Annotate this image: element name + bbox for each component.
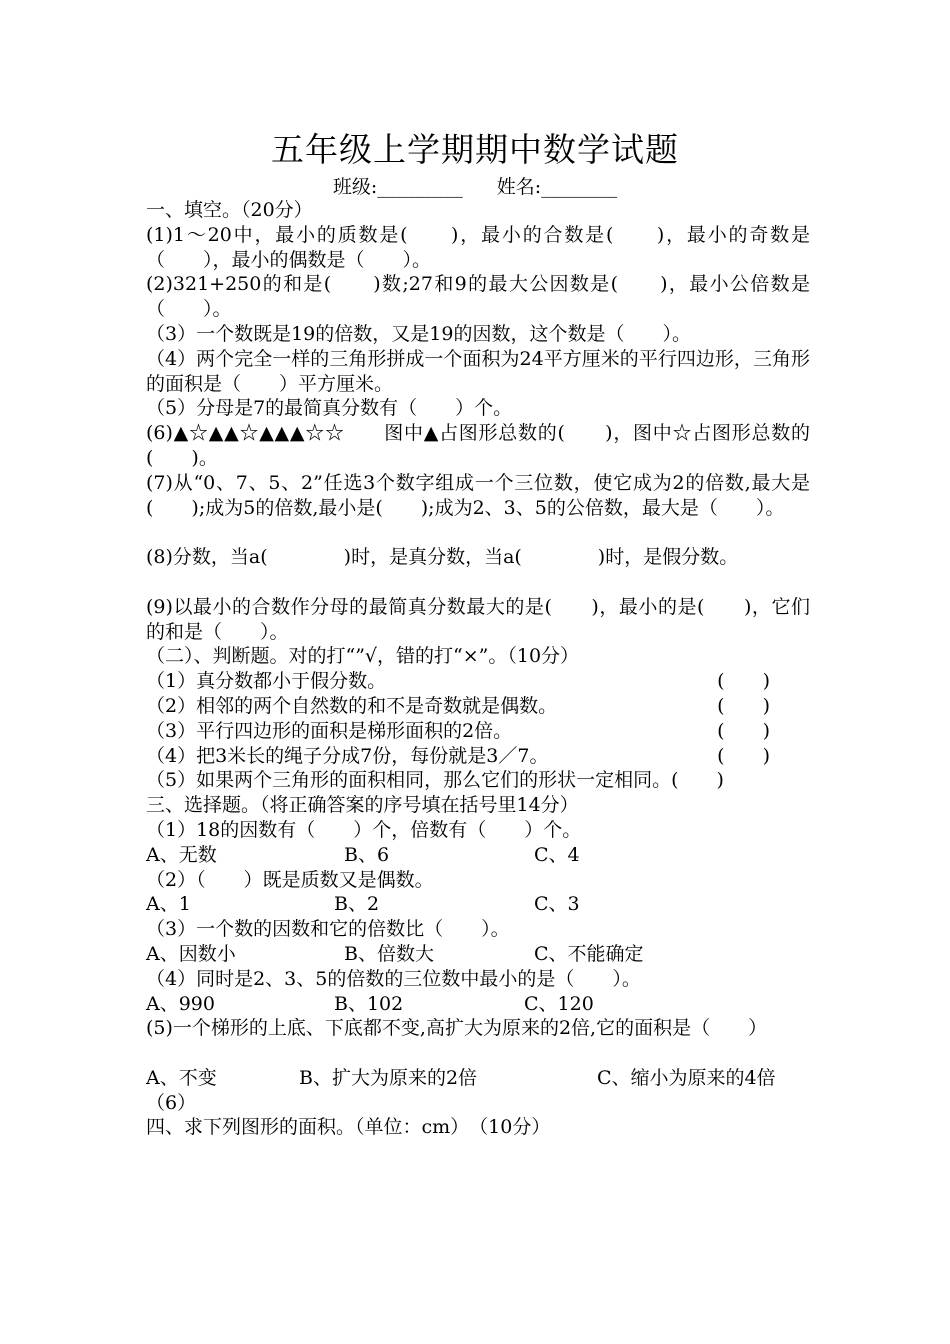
choice-options-2 — [146, 892, 810, 917]
option-b: B、2 — [334, 893, 380, 916]
answer-paren: ( ) — [717, 694, 770, 717]
option-a: A、1 — [146, 893, 191, 916]
section-4-heading: 四、求下列图形的面积。（单位：cm） （10分） — [146, 1116, 551, 1139]
section-1-heading: 一、填空。（20分） — [146, 199, 313, 221]
judge-item — [146, 669, 810, 694]
judge-text: （2）相邻的两个自然数的和不是奇数就是偶数。 — [146, 694, 558, 717]
question-1-9: (9)以最小的合数作分母的最简真分数最大的是( )，最小的是( )，它们的和是（ ）。 — [146, 595, 810, 643]
judge-item — [146, 694, 810, 719]
section-3-heading: 三、选择题。（将正确答案的序号填在括号里14分） — [146, 794, 579, 817]
choice-question-4: （4）同时是2、3、5的倍数的三位数中最小的是（ ）。 — [146, 967, 641, 990]
question-1-3: （3）一个数既是19的倍数，又是19的因数，这个数是（ ）。 — [146, 322, 691, 345]
question-1-2: (2)321+250的和是( )数;27和9的最大公因数是( )，最小公倍数是（ ）。 — [146, 273, 810, 321]
option-c: C、4 — [534, 843, 580, 866]
judge-text: （3）平行四边形的面积是梯形面积的2倍。 — [146, 719, 513, 742]
option-c: C、不能确定 — [534, 942, 644, 965]
question-1-8: (8)分数，当a( )时，是真分数，当a( )时，是假分数。 — [146, 546, 739, 569]
option-c: C、3 — [534, 893, 580, 916]
option-a: A、990 — [146, 992, 215, 1015]
class-field: 班级:_________ — [332, 176, 463, 198]
question-1-1: (1)1～20中，最小的质数是( )，最小的合数是( )，最小的奇数是（ ），最小的偶数是（ ）。 — [146, 223, 810, 271]
option-b: B、倍数大 — [344, 942, 434, 965]
answer-paren: ( ) — [717, 670, 770, 693]
student-info — [0, 174, 950, 200]
judge-item-5: （5）如果两个三角形的面积相同，那么它们的形状一定相同。( ) — [146, 769, 724, 792]
option-c: C、缩小为原来的4倍 — [597, 1066, 776, 1089]
judge-text: （4）把3米长的绳子分成7份，每份就是3／7。 — [146, 744, 549, 767]
option-a: A、因数小 — [146, 942, 236, 965]
page-title: 五年级上学期期中数学试题 — [271, 130, 679, 169]
choice-options-5 — [146, 1066, 810, 1091]
option-c: C、120 — [524, 992, 594, 1015]
option-b: B、扩大为原来的2倍 — [299, 1066, 478, 1089]
judge-item — [146, 744, 810, 769]
answer-paren: ( ) — [717, 744, 770, 767]
choice-question-1: （1）18的因数有（ ）个，倍数有（ ）个。 — [146, 818, 582, 841]
option-a: A、无数 — [146, 843, 217, 866]
option-a: A、不变 — [146, 1066, 217, 1089]
answer-paren: ( ) — [717, 719, 770, 742]
exam-body — [146, 198, 810, 1140]
judge-text: （1）真分数都小于假分数。 — [146, 670, 387, 693]
section-2-heading: （二）、判断题。对的打“”√，错的打“×”。（10分） — [146, 645, 580, 668]
question-1-5: （5）分母是7的最简真分数有（ ）个。 — [146, 397, 513, 420]
question-1-7: (7)从“0、7、5、2”任选3个数字组成一个三位数，使它成为2的倍数,最大是( );成为5的倍数,最小是( );成为2、3、5的公倍数，最大是（ ）。 — [146, 471, 810, 519]
option-b: B、102 — [334, 992, 404, 1015]
choice-options-1 — [146, 843, 810, 868]
choice-question-3: （3）一个数的因数和它的倍数比（ ）。 — [146, 918, 510, 941]
question-1-6: (6)▲☆▲▲☆▲▲▲☆☆ 图中▲占图形总数的( )，图中☆占图形总数的( )。 — [146, 422, 810, 469]
choice-question-6: （6） — [146, 1091, 197, 1114]
choice-options-4 — [146, 992, 810, 1017]
choice-question-2: （2）（ ）既是质数又是偶数。 — [146, 868, 434, 891]
choice-question-5: (5)一个梯形的上底、下底都不变,高扩大为原来的2倍,它的面积是（ ） — [146, 1017, 768, 1040]
name-field: 姓名:________ — [496, 176, 618, 198]
question-1-4: （4）两个完全一样的三角形拼成一个面积为24平方厘米的平行四边形，三角形的面积是（ ）平方厘米。 — [146, 347, 810, 395]
judge-item — [146, 719, 810, 744]
choice-options-3 — [146, 942, 810, 967]
option-b: B、6 — [344, 843, 390, 866]
